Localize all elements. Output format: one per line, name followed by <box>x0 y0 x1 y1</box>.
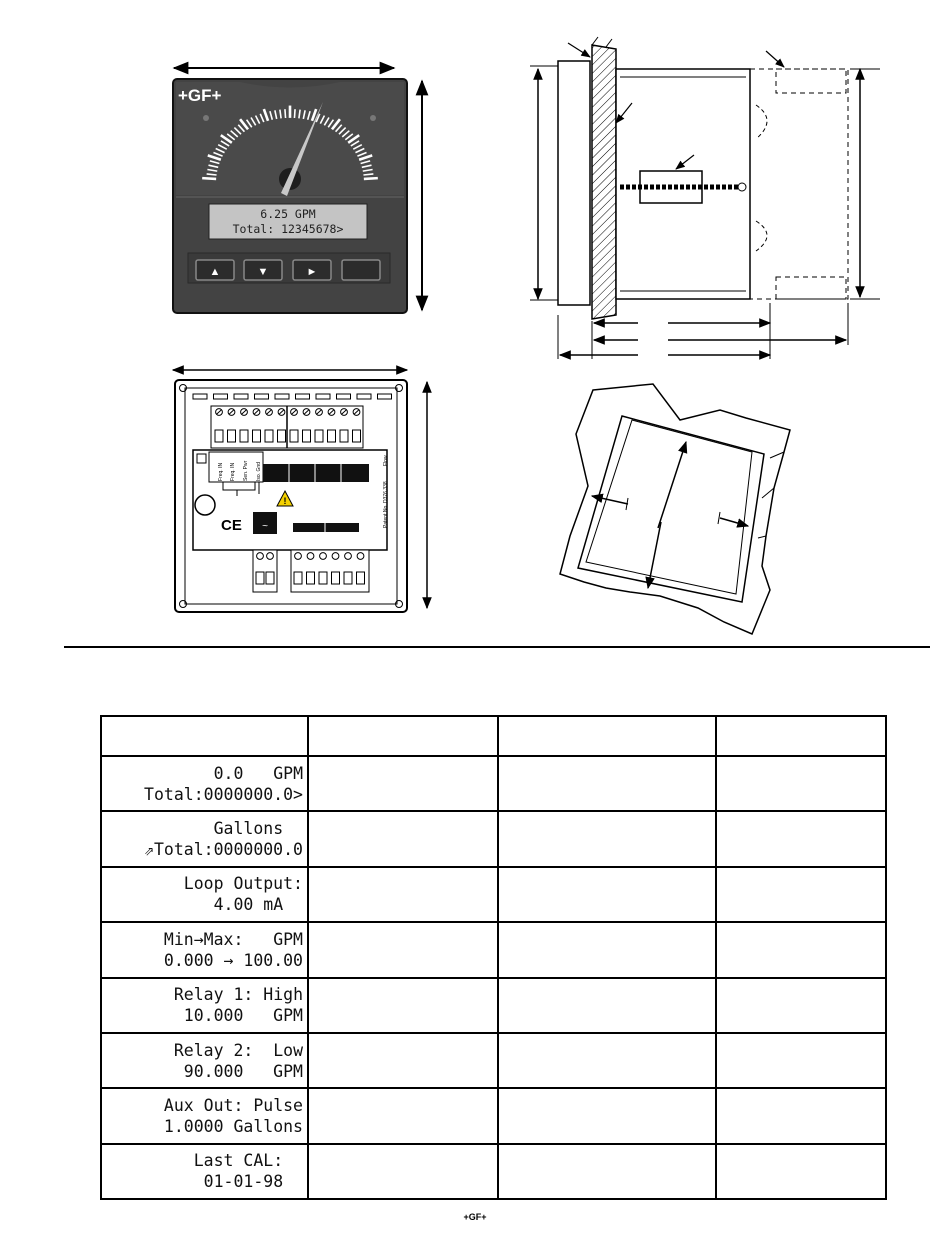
display-cell <box>101 978 308 1033</box>
table-row <box>101 811 886 866</box>
terminal-block-bottom <box>253 550 369 592</box>
rear-view-drawing <box>165 360 445 620</box>
table-cell <box>308 922 498 977</box>
table-cell <box>308 1088 498 1143</box>
display-line-2: Total:0000000.0> <box>144 784 303 804</box>
table-cell <box>716 811 886 866</box>
label-freq-in-2: Freq. IN <box>230 462 236 481</box>
display-line-2: 10.000 GPM <box>183 1006 303 1026</box>
display-line-2: 4.00 mA <box>213 895 303 915</box>
table-cell <box>498 756 716 811</box>
gauge-tick <box>202 178 216 179</box>
table-cell <box>498 1144 716 1199</box>
rear-circle <box>195 495 215 515</box>
display-line-1: Relay 2: Low <box>173 1040 303 1060</box>
gauge-tick <box>285 109 286 118</box>
table-header-row <box>101 716 886 756</box>
up-arrow-icon: ▲ <box>209 266 221 278</box>
display-line-1: Loop Output: <box>183 874 303 894</box>
table-row <box>101 756 886 811</box>
display-line-2: 1.0000 Gallons <box>163 1116 303 1136</box>
warning-glyph: ! <box>283 496 287 506</box>
display-line-1: Aux Out: Pulse <box>163 1095 303 1115</box>
table-cell <box>716 867 886 922</box>
bezel <box>558 61 590 305</box>
svg-text:~: ~ <box>262 521 268 532</box>
display-line-1: Min→Max: GPM <box>163 929 303 949</box>
table-row <box>101 1144 886 1199</box>
table-cell <box>716 978 886 1033</box>
table-cell <box>716 922 886 977</box>
lcd-line-1: 6.25 GPM <box>260 207 316 221</box>
table-cell <box>498 1088 716 1143</box>
label-sen-pwr: Sen. Pwr <box>243 460 249 481</box>
label-freq-in-1: Freq. IN <box>218 462 224 481</box>
display-line-1: Last CAL: <box>193 1151 303 1171</box>
lcd-line-2: Total: 12345678> <box>232 222 344 236</box>
table-cell <box>498 978 716 1033</box>
gauge-tick <box>294 109 295 118</box>
display-cell <box>101 1033 308 1088</box>
panel-wall <box>592 45 616 319</box>
front-view-drawing <box>160 55 450 320</box>
table-header-cell <box>498 716 716 756</box>
table-cell <box>498 811 716 866</box>
terminal-block-top <box>211 406 363 448</box>
table-row <box>101 1033 886 1088</box>
right-button[interactable] <box>293 260 331 280</box>
table-cell <box>308 867 498 922</box>
up-button[interactable] <box>196 260 234 280</box>
display-line-2: 90.000 GPM <box>183 1061 303 1081</box>
screw-icon <box>203 115 209 121</box>
display-line-2: ⇗Total:0000000.0 <box>144 840 303 860</box>
table-header-cell <box>716 716 886 756</box>
table-cell <box>498 867 716 922</box>
gauge-tick <box>364 178 378 179</box>
table-cell <box>308 756 498 811</box>
display-line-1: 0.0 GPM <box>213 763 303 783</box>
display-line-2: 01-01-98 <box>203 1172 303 1192</box>
table-cell <box>308 811 498 866</box>
display-cell <box>101 922 308 977</box>
table-cell <box>498 1033 716 1088</box>
table-header-cell <box>308 716 498 756</box>
table-row <box>101 1088 886 1143</box>
patent-label: Patent No. D376,338 <box>383 481 389 528</box>
table-cell <box>308 1033 498 1088</box>
table-cell <box>716 1088 886 1143</box>
section-divider <box>64 646 930 648</box>
table-header-cell <box>101 716 308 756</box>
side-view-drawing <box>520 35 890 365</box>
right-arrow-icon: ► <box>306 266 318 278</box>
table-cell <box>716 756 886 811</box>
table-cell <box>716 1144 886 1199</box>
down-button[interactable] <box>244 260 282 280</box>
ce-mark: CE <box>221 517 242 534</box>
table-row <box>101 978 886 1033</box>
flow-label: Flow <box>383 455 389 466</box>
table-cell <box>308 1144 498 1199</box>
gauge-tick <box>207 174 217 175</box>
display-cell <box>101 867 308 922</box>
table-cell <box>498 922 716 977</box>
footer-logo: +GF+ <box>463 1212 487 1222</box>
gauge-tick <box>363 174 373 175</box>
display-line-2: 0.000 → 100.00 <box>163 950 303 970</box>
display-line-1: Relay 1: High <box>173 985 303 1005</box>
panel-cutout-drawing <box>548 378 798 638</box>
meter-logo: +GF+ <box>178 86 222 105</box>
table-cell <box>308 978 498 1033</box>
table-row <box>101 867 886 922</box>
enter-button[interactable] <box>342 260 380 280</box>
display-cell <box>101 811 308 866</box>
display-cell <box>101 1088 308 1143</box>
down-arrow-icon: ▼ <box>257 266 269 278</box>
display-line-1: Gallons <box>213 819 303 839</box>
table-row <box>101 922 886 977</box>
label-iso-gnd: Iso. Gnd <box>256 462 262 481</box>
display-table <box>100 715 887 1200</box>
table-cell <box>716 1033 886 1088</box>
display-cell <box>101 756 308 811</box>
screw-icon <box>370 115 376 121</box>
display-cell <box>101 1144 308 1199</box>
